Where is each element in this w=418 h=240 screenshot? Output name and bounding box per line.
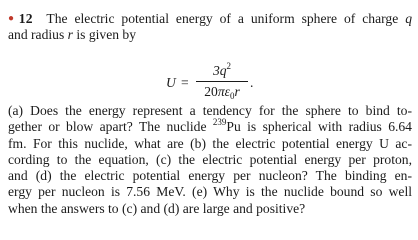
problem-questions <box>8 103 412 217</box>
intro-line-2: and radius r is given by <box>8 27 137 43</box>
intro-line-1: ●12 The electric potential energy of a uniform sphere of charge q <box>8 11 412 26</box>
question-line-5: and (d) the electric potential energy per nucleon? The binding en- <box>8 168 412 184</box>
equation-denominator: $20\pi\varepsilon_0r$ <box>204 84 240 101</box>
equation-fraction <box>196 62 248 101</box>
equation-numerator: $3q^2$ <box>212 61 232 78</box>
fraction-bar <box>196 81 248 82</box>
problem-intro <box>8 11 412 44</box>
question-line-3: fm. For this nuclide, what are (b) the electric potential energy U ac- <box>8 135 412 151</box>
question-line-1: (a) Does the energy represent a tendency for the sphere to bind to- <box>8 103 412 118</box>
equation-equals: = <box>181 75 189 90</box>
equation-terminator: . <box>250 75 254 90</box>
potential-energy-equation <box>166 62 286 108</box>
equation-lhs: U <box>166 75 176 90</box>
problem-number: ●12 <box>8 11 33 26</box>
question-line-4: cording to the equation, (c) the electric potential energy per proton, <box>8 151 412 167</box>
difficulty-dot-icon: ● <box>8 13 18 24</box>
question-line-6: ergy per nucleon is 7.56 MeV. (e) Why is the nuclide bound so well <box>8 184 412 200</box>
question-line-7: when the answers to (c) and (d) are large and positive? <box>8 200 306 216</box>
question-line-2: gether or blow apart? The nuclide $^{239}$Pu is spherical with radius 6.64 <box>8 117 412 135</box>
